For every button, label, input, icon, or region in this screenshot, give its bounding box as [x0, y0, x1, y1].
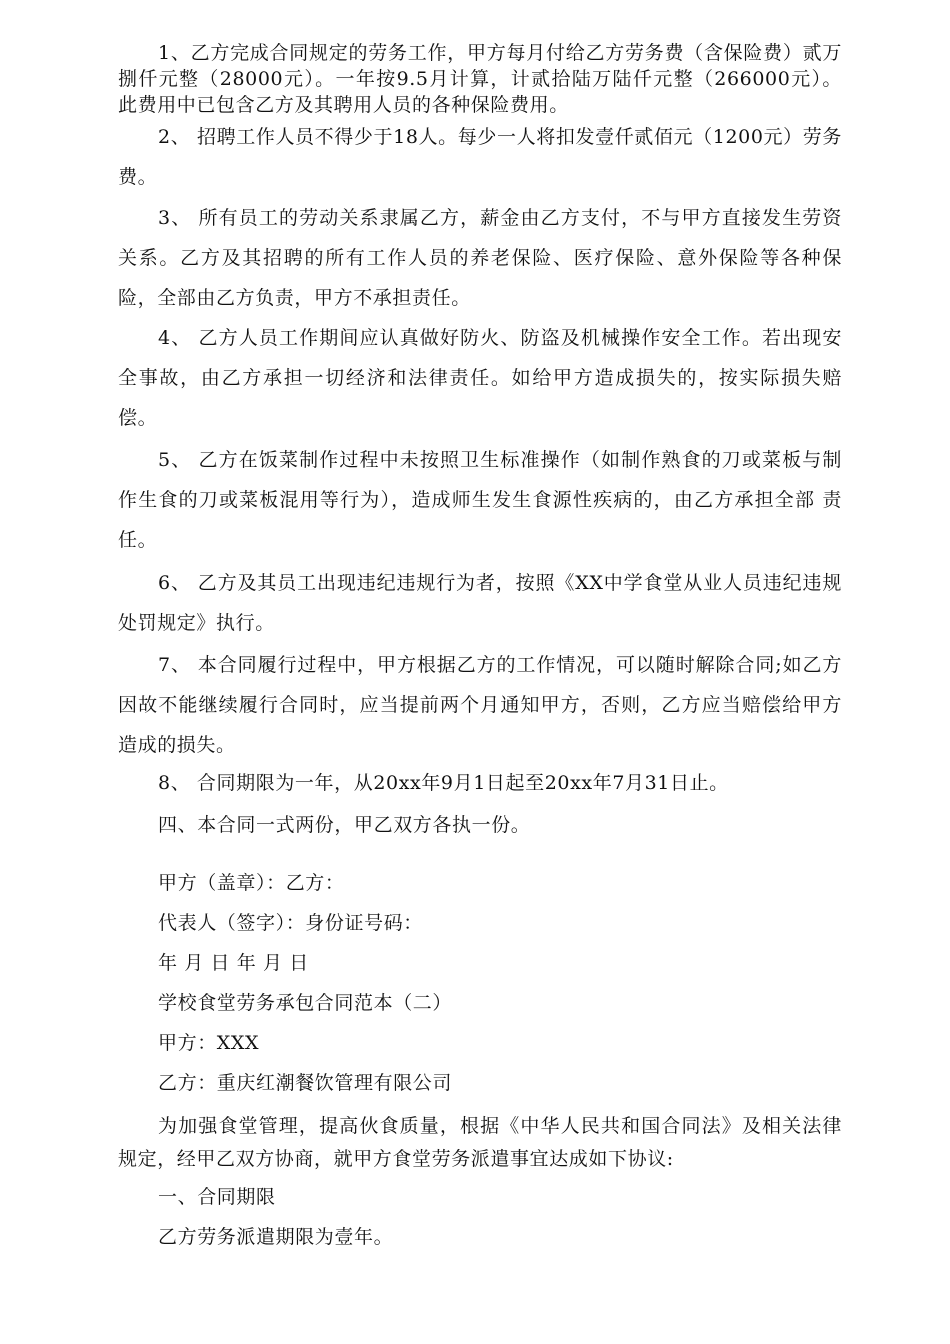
- signature-date-line: 年 月 日 年 月 日: [158, 952, 309, 974]
- signature-party-line: 甲方（盖章）：乙方：: [158, 872, 345, 894]
- clause-8: 8、 合同期限为一年，从20xx年9月1日起至20xx年7月31日止。: [158, 772, 729, 794]
- section-4: 四、本合同一式两份，甲乙双方各执一份。: [158, 814, 531, 836]
- party-b-line: 乙方：重庆红潮餐饮管理有限公司: [158, 1072, 453, 1094]
- clause-1: 1、乙方完成合同规定的劳务工作，甲方每月付给乙方劳务费（含保险费）贰万捌仟元整（28000元）。一年按9.5月计算，计贰拾陆万陆仟元整（266000元）。 此费用中已包含乙方及其聘用人员的各种保险费用。: [118, 42, 842, 116]
- clause-6: 6、 乙方及其员工出现违纪违规行为者，按照《XX中学食堂从业人员违纪违规处罚规定》执行。: [118, 572, 842, 634]
- signature-representative-line: 代表人（签字）：身份证号码：: [158, 912, 423, 934]
- clause-2: 2、 招聘工作人员不得少于18人。每少一人将扣发壹仟贰佰元（1200元）劳务费。: [118, 126, 842, 188]
- section-1-heading: 一、合同期限: [158, 1186, 276, 1208]
- party-a-line: 甲方：XXX: [158, 1032, 260, 1054]
- second-contract-title: 学校食堂劳务承包合同范本（二）: [158, 992, 453, 1014]
- clause-3: 3、 所有员工的劳动关系隶属乙方，薪金由乙方支付，不与甲方直接发生劳资关系。乙方及其招聘的所有工作人员的养老保险、医疗保险、意外保险等各种保险，全部由乙方负责，甲方不承担责任。: [118, 207, 842, 309]
- section-1-text: 乙方劳务派遣期限为壹年。: [158, 1226, 394, 1248]
- preamble: 为加强食堂管理，提高伙食质量，根据《中华人民共和国合同法》及相关法律规定，经甲乙双方协商，就甲方食堂劳务派遣事宜达成如下协议:: [118, 1115, 842, 1170]
- clause-7: 7、 本合同履行过程中，甲方根据乙方的工作情况，可以随时解除合同;如乙方因故不能继续履行合同时，应当提前两个月通知甲方，否则，乙方应当赔偿给甲方造成的损失。: [118, 654, 842, 756]
- clause-5: 5、 乙方在饭菜制作过程中未按照卫生标准操作（如制作熟食的刀或菜板与制 作生食的刀或菜板混用等行为），造成师生发生食源性疾病的，由乙方承担全部 责任。: [118, 449, 842, 551]
- clause-4: 4、 乙方人员工作期间应认真做好防火、防盗及机械操作安全工作。若出现安全事故，由乙方承担一切经济和法律责任。如给甲方造成损失的，按实际损失赔偿。: [118, 327, 842, 429]
